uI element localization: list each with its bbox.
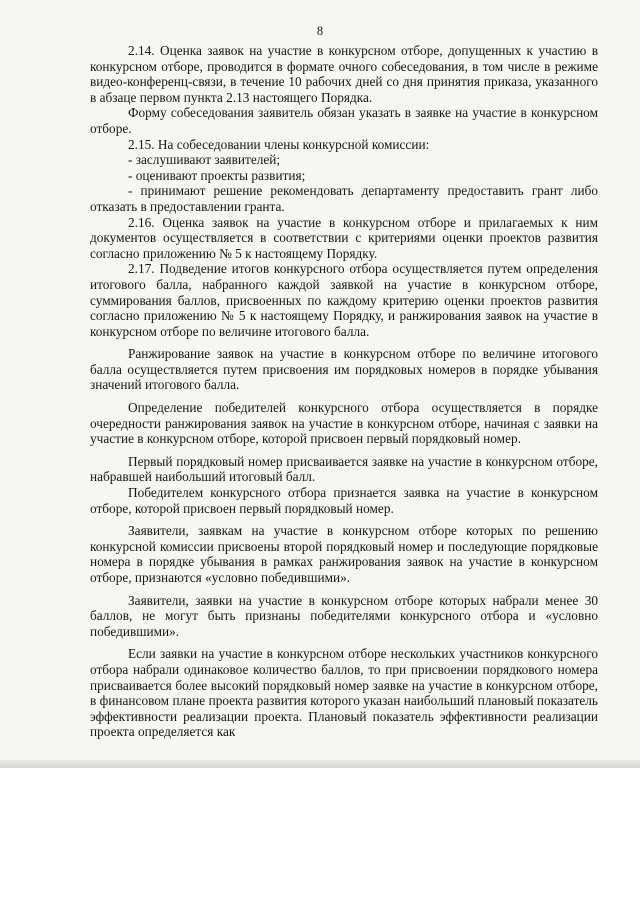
paragraph-winner: Победителем конкурсного отбора признается заявка на участие в конкурсном отборе, которой присвоен первый порядковый номер. [90,485,598,516]
list-item: - принимают решение рекомендовать департаменту предоставить грант либо отказать в предоставлении гранта. [90,183,598,214]
paragraph-interview-form: Форму собеседования заявитель обязан указать в заявке на участие в конкурсном отборе. [90,105,598,136]
page-number: 8 [316,24,324,38]
list-item: - заслушивают заявителей; [128,152,281,168]
paragraph-conditional-winners: Заявители, заявкам на участие в конкурсном отборе которых по решению конкурсной комиссии присвоены второй порядковый номер и последующие порядковые номера в порядке убывания в рамках ранжирования заявок на участие в конкурсном отборе, признаются «условно победившими». [90,523,598,585]
paragraph-min-score: Заявители, заявки на участие в конкурсном отборе которых набрали менее 30 баллов, не могут быть признаны победителями конкурсного отбора и «условно победившими». [90,592,598,639]
list-item: - оценивают проекты развития; [128,167,306,183]
paragraph-2-16: 2.16. Оценка заявок на участие в конкурсном отборе и прилагаемых к ним документов осуществляется в соответствии с критериями оценки проектов развития согласно приложению № 5 к настоящему Порядку. [90,214,598,261]
paragraph-2-17: 2.17. Подведение итогов конкурсного отбора осуществляется путем определения итогового балла, набранного каждой заявкой на участие в конкурсном отборе, суммирования баллов, присвоенных по каждому критерию оценки проектов развития согласно приложению № 5 к настоящему Порядку, и ранжирования заявок на участие в конкурсном отборе по величине итогового балла. [90,261,598,339]
paragraph-equal-score: Если заявки на участие в конкурсном отборе нескольких участников конкурсного отбора набрали одинаковое количество баллов, то при присвоении порядкового номера присваивается более высокий порядковый номер заявке на участие в конкурсном отборе, в финансовом плане проекта развития которого указан наибольший плановый показатель эффективности реализации проекта. Плановый показатель эффективности реализации проекта определяется как [90,646,598,740]
paragraph-first-number: Первый порядковый номер присваивается заявке на участие в конкурсном отборе, набравшей наибольший итоговый балл. [90,453,598,485]
paragraph-ranking: Ранжирование заявок на участие в конкурсном отборе по величине итогового балла осуществляется путем присвоения им порядковых номеров в порядке убывания значений итогового балла. [90,346,598,393]
document-body [90,43,598,740]
blank-margin [0,768,640,905]
paragraph-winners-order: Определение победителей конкурсного отбора осуществляется в порядке очередности ранжирования заявок на участие в конкурсном отборе, начиная с заявки на участие в конкурсном отборе, которой присвоен первый порядковый номер. [90,400,598,447]
paragraph-2-14: 2.14. Оценка заявок на участие в конкурсном отборе, допущенных к участию в конкурсном отборе, проводится в формате очного собеседования, в том числе в режиме видео-конференц-связи, в течение 10 рабочих дней со дня принятия приказа, указанного в абзаце первом пункта 2.13 настоящего Порядка. [90,43,598,105]
scan-bottom-edge [0,760,640,768]
paragraph-2-15: 2.15. На собеседовании члены конкурсной комиссии: [128,136,430,152]
